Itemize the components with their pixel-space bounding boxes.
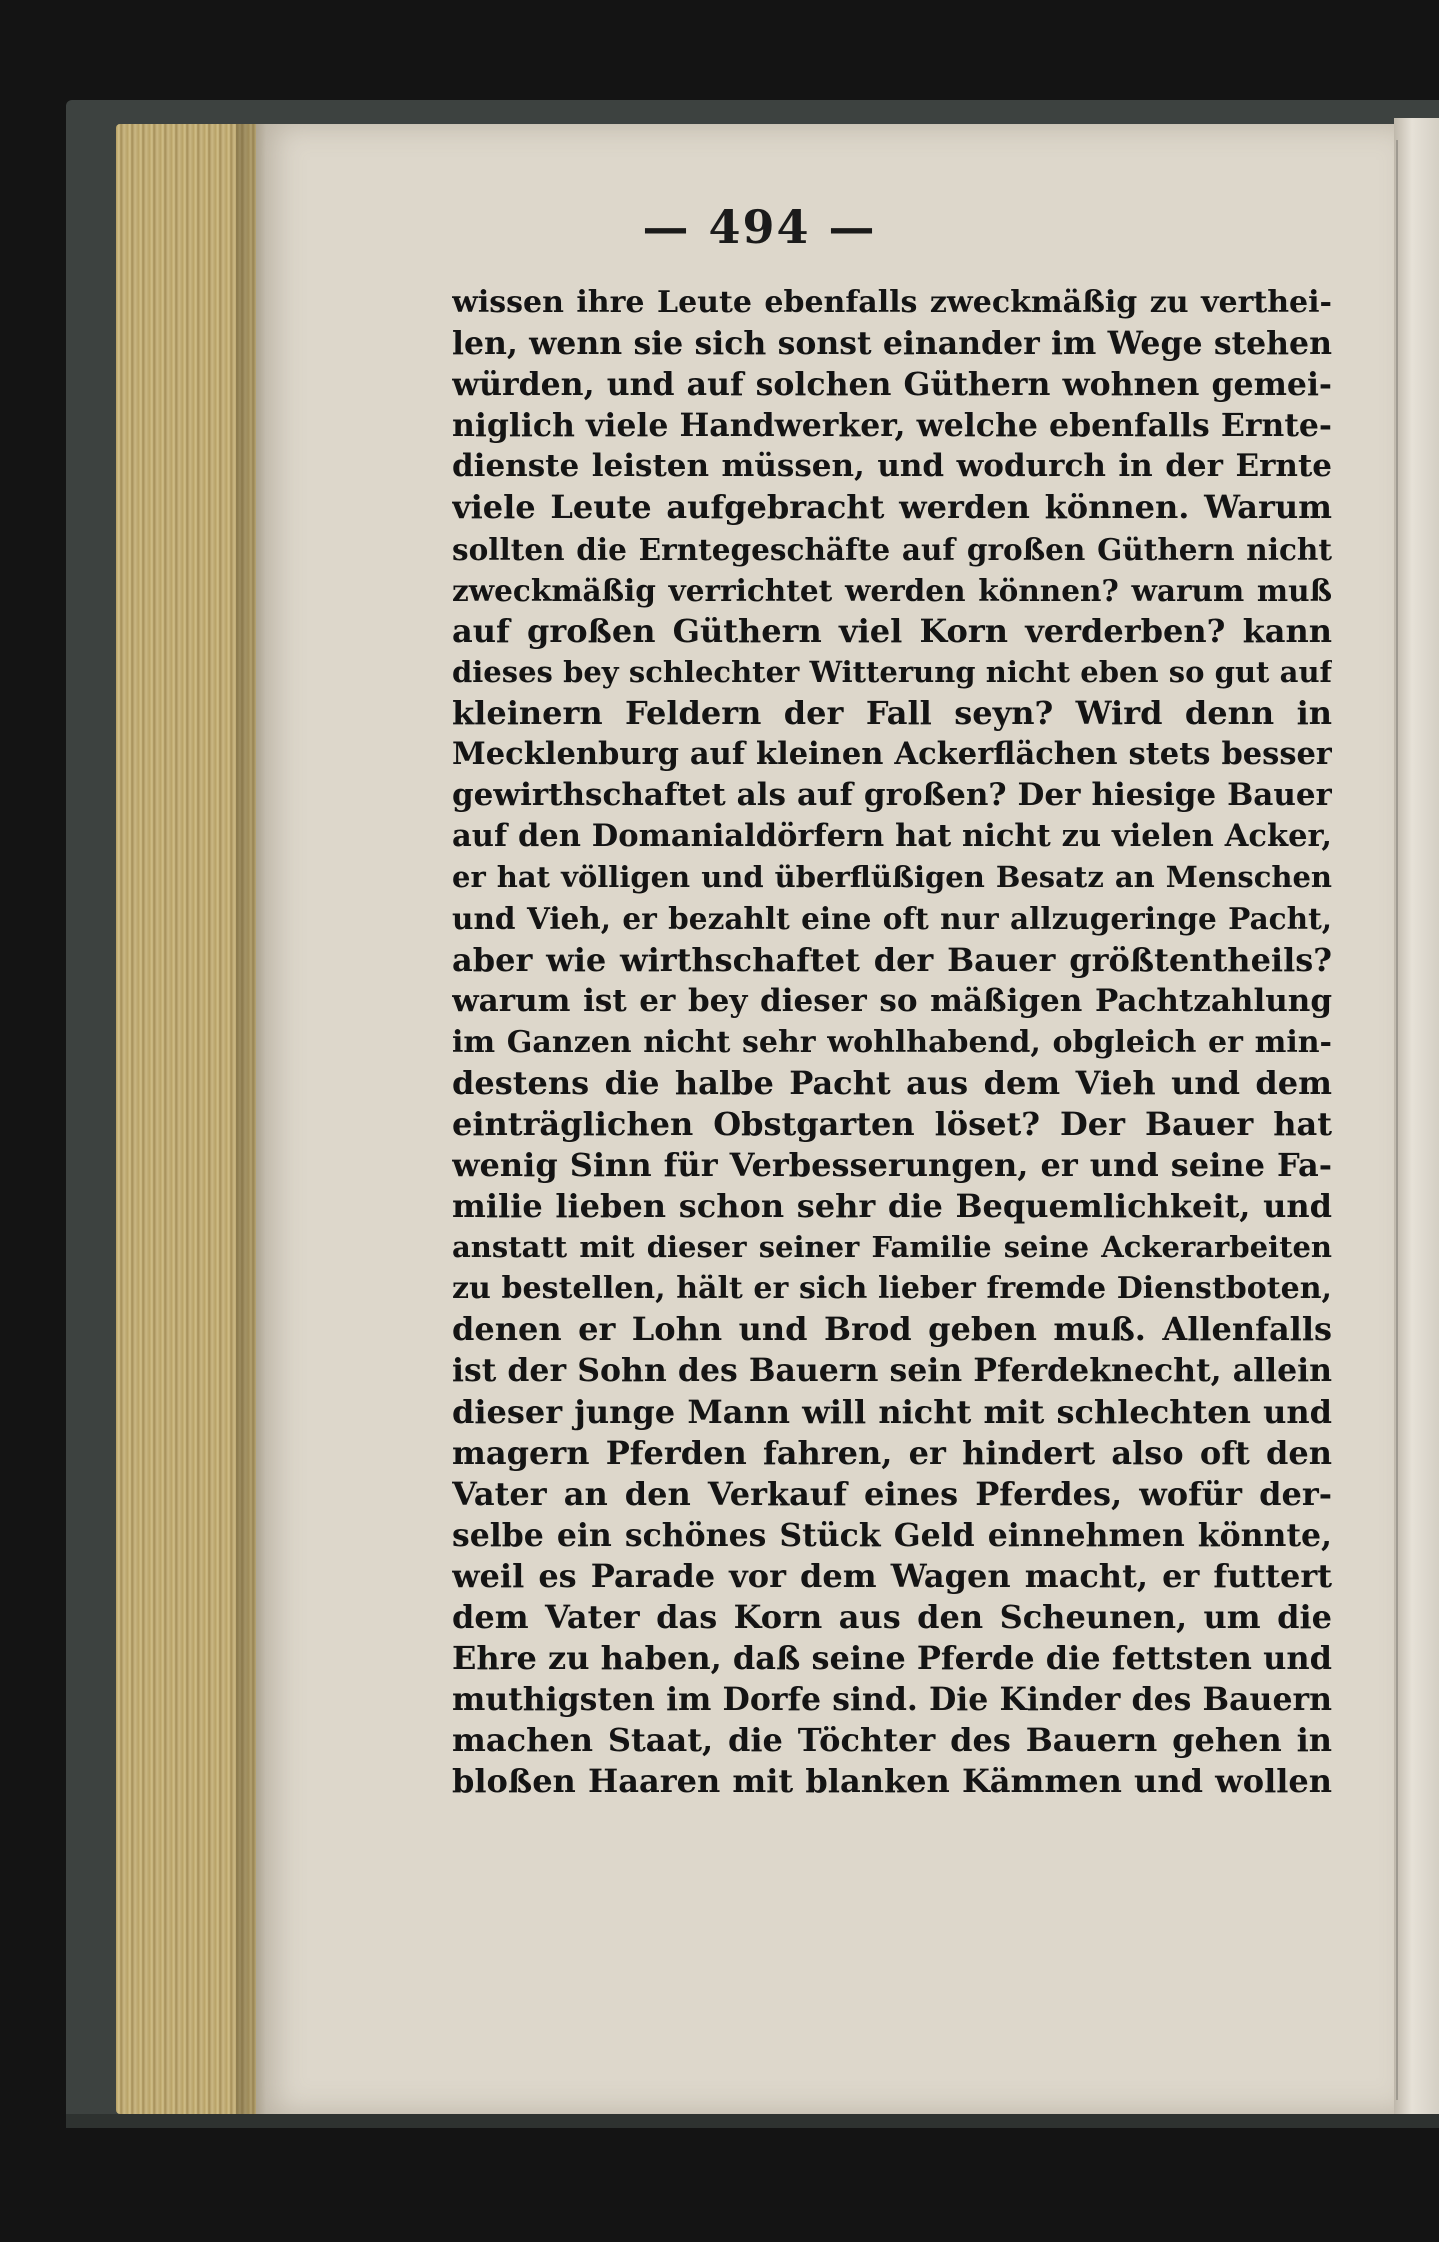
text-line: einträglichen Obstgarten löset? Der Bauer hat [452, 1104, 1332, 1143]
text-line: wissen ihre Leute ebenfalls zweckmäßig zu verthei- [452, 285, 1332, 320]
gutter-line [1396, 140, 1398, 2100]
text-line: niglich viele Handwerker, welche ebenfalls Ernte- [452, 407, 1332, 445]
body-text [452, 282, 1332, 1842]
text-line: viele Leute aufgebracht werden können. Warum [452, 488, 1332, 527]
text-line: auf den Domanialdörfern hat nicht zu vielen Acker, [452, 818, 1332, 855]
text-line: dem Vater das Korn aus den Scheunen, um die [452, 1598, 1332, 1636]
text-line: und Vieh, er bezahlt eine oft nur allzugeringe Pacht, [452, 901, 1332, 937]
text-line: dieser junge Mann will nicht mit schlechten und [452, 1392, 1332, 1431]
text-line: Ehre zu haben, daß seine Pferde die fettsten und [452, 1639, 1332, 1678]
text-line: destens die halbe Pacht aus dem Vieh und dem [452, 1063, 1332, 1102]
text-line: weil es Parade vor dem Wagen macht, er futtert [452, 1556, 1332, 1595]
text-line: selbe ein schönes Stück Geld einnehmen könnte, [452, 1516, 1332, 1554]
text-line: aber wie wirthschaftet der Bauer größtentheils? [452, 940, 1332, 979]
text-line: machen Staat, die Töchter des Bauern gehen in [452, 1721, 1332, 1760]
text-line: denen er Lohn und Brod geben muß. Allenfalls [452, 1310, 1332, 1349]
gilded-page-edges [116, 124, 256, 2114]
binding-gutter [1394, 118, 1439, 2118]
text-line: kleinern Feldern der Fall seyn? Wird denn in [452, 693, 1332, 732]
text-line: ist der Sohn des Bauern sein Pferdeknecht, allein [452, 1352, 1332, 1390]
text-line: würden, und auf solchen Güthern wohnen gemei- [452, 366, 1332, 404]
text-line: zu bestellen, hält er sich lieber fremde Dienstboten, [452, 1271, 1332, 1307]
page-edge-shadow [236, 124, 266, 2114]
text-line: im Ganzen nicht sehr wohlhabend, obgleich er min- [452, 1024, 1332, 1060]
text-line: gewirthschaftet als auf großen? Der hiesige Bauer [452, 777, 1332, 814]
bottom-shadow [66, 2114, 1439, 2128]
text-line: Mecklenburg auf kleinen Ackerflächen stets besser [452, 736, 1332, 773]
text-line: magern Pferden fahren, er hindert also oft den [452, 1433, 1332, 1472]
text-line: wenig Sinn für Verbesserungen, er und seine Fa- [452, 1145, 1332, 1184]
text-line: len, wenn sie sich sonst einander im Wege stehen [452, 325, 1332, 363]
text-line: anstatt mit dieser seiner Familie seine Ackerarbeiten [452, 1230, 1332, 1265]
text-line: dienste leisten müssen, und wodurch in der Ernte [452, 448, 1332, 485]
text-line: muthigsten im Dorfe sind. Die Kinder des Bauern [452, 1681, 1332, 1719]
text-line: sollten die Erntegeschäfte auf großen Güthern nicht [452, 531, 1332, 567]
text-line: auf großen Güthern viel Korn verderben? kann [452, 611, 1332, 650]
text-line: Vater an den Verkauf eines Pferdes, wofür der- [452, 1474, 1332, 1513]
page-number: — 494 — [642, 200, 877, 254]
text-line: dieses bey schlechter Witterung nicht eben so gut auf [452, 654, 1332, 689]
text-line: warum ist er bey dieser so mäßigen Pachtzahlung [452, 982, 1332, 1019]
text-line: bloßen Haaren mit blanken Kämmen und wollen [452, 1762, 1332, 1801]
text-line: er hat völligen und überflüßigen Besatz an Menschen [452, 860, 1332, 895]
text-line: zweckmäßig verrichtet werden können? warum muß [452, 572, 1332, 608]
text-line: milie lieben schon sehr die Bequemlichkeit, und [452, 1187, 1332, 1226]
